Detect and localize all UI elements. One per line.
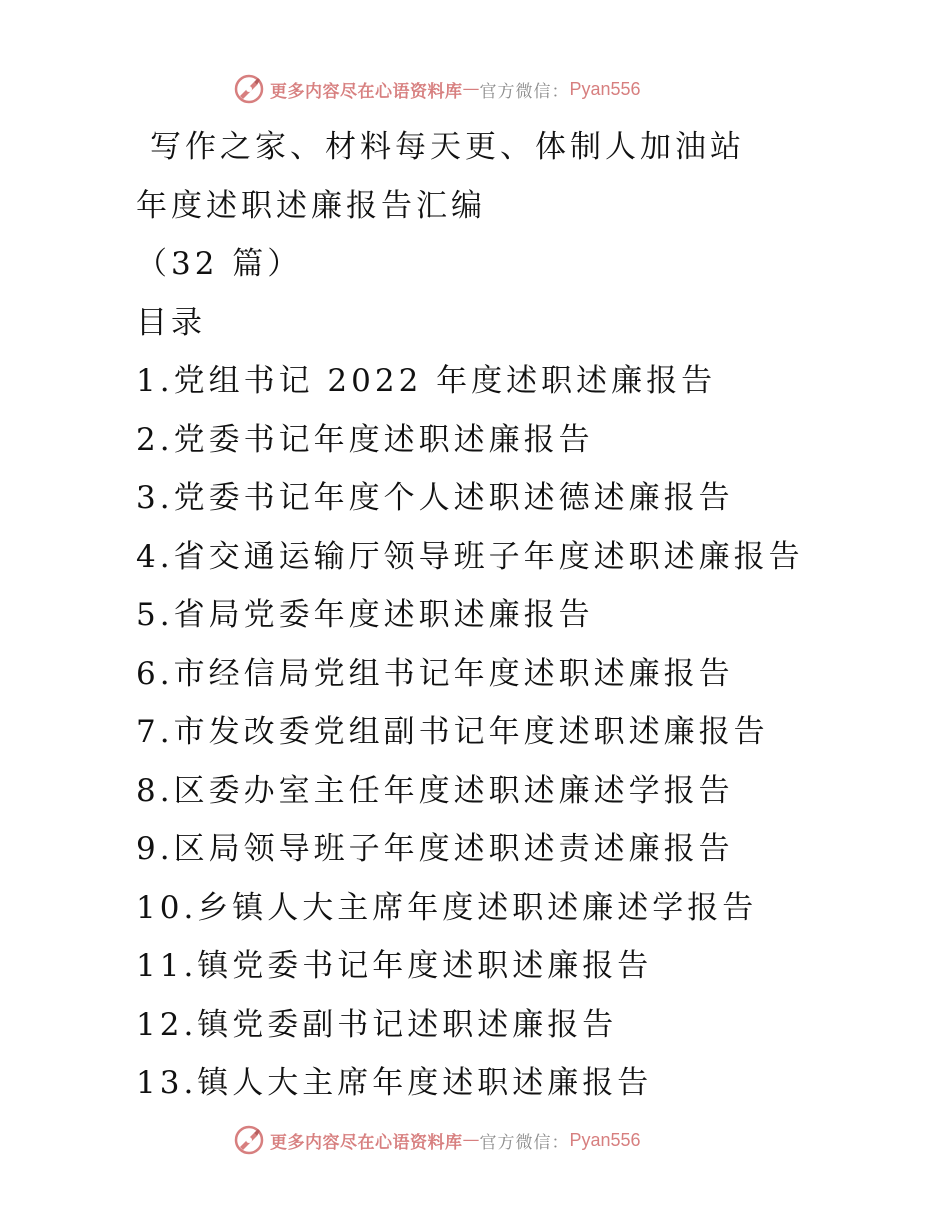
- toc-item: 11.镇党委书记年度述职述廉报告: [136, 948, 653, 984]
- pen-seal-icon: [234, 1125, 264, 1155]
- toc-item: 1.党组书记 2022 年度述职述廉报告: [136, 363, 717, 399]
- watermark-dash: —: [462, 1130, 480, 1150]
- toc-item: 10.乡镇人大主席年度述职述廉述学报告: [136, 889, 758, 926]
- toc-item: 3.党委书记年度个人述职述德述廉报告: [136, 480, 734, 516]
- footer-watermark: [234, 1125, 641, 1155]
- toc-item: 7.市发改委党组副书记年度述职述廉报告: [136, 714, 769, 750]
- toc-item: 12.镇党委副书记述职述廉报告: [136, 1006, 618, 1043]
- watermark-promo-text: 更多内容尽在心语资料库: [270, 81, 463, 102]
- header-watermark: [234, 74, 641, 104]
- watermark-dash: —: [462, 79, 480, 99]
- document-title: 年度述职述廉报告汇编: [136, 187, 486, 224]
- watermark-wechat-id: Pyan556: [569, 78, 641, 99]
- toc-item: 13.镇人大主席年度述职述廉报告: [136, 1065, 653, 1101]
- toc-heading: 目录: [136, 304, 206, 341]
- toc-item: 4.省交通运输厅领导班子年度述职述廉报告: [136, 538, 804, 575]
- watermark-official-label: 官方微信：: [479, 81, 570, 102]
- document-body: [136, 118, 916, 1113]
- watermark-wechat-id: Pyan556: [569, 1129, 641, 1150]
- pen-seal-icon: [234, 74, 264, 104]
- header-line: 写作之家、材料每天更、体制人加油站: [150, 129, 745, 165]
- toc-list: [136, 352, 916, 1113]
- document-count: （32 篇）: [136, 246, 303, 282]
- toc-item: 5.省局党委年度述职述廉报告: [136, 597, 594, 633]
- toc-item: 8.区委办室主任年度述职述廉述学报告: [136, 772, 734, 809]
- toc-item: 6.市经信局党组书记年度述职述廉报告: [136, 655, 734, 692]
- toc-item: 2.党委书记年度述职述廉报告: [136, 421, 594, 458]
- toc-item: 9.区局领导班子年度述职述责述廉报告: [136, 831, 734, 867]
- watermark-promo-text: 更多内容尽在心语资料库: [270, 1132, 463, 1153]
- watermark-official-label: 官方微信：: [479, 1132, 570, 1153]
